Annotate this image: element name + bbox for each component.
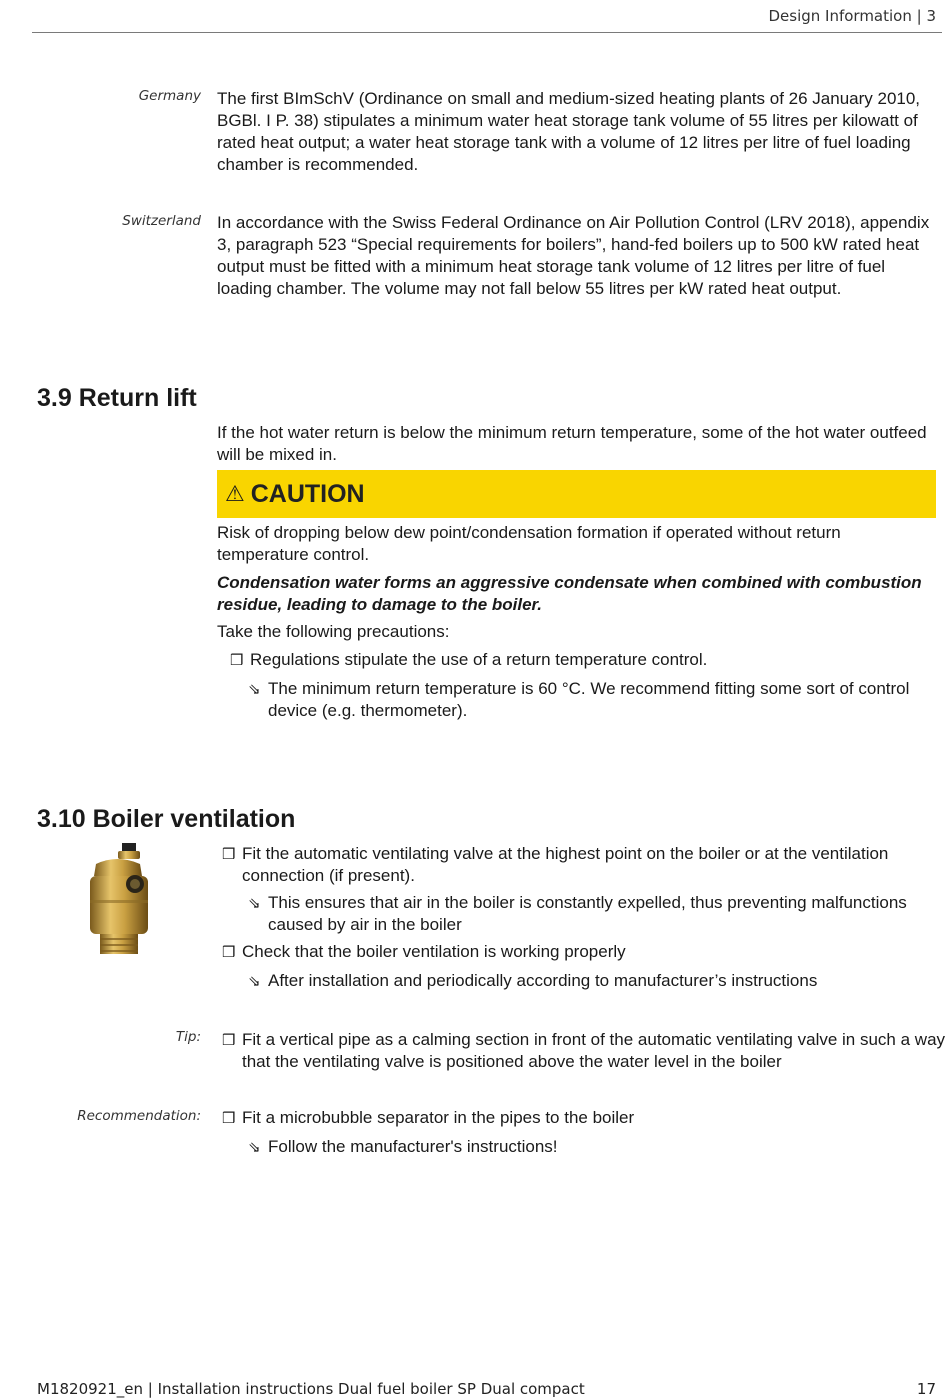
- list-item: [222, 843, 950, 887]
- result-arrow-icon: ⇘: [248, 680, 261, 698]
- result-text: The minimum return temperature is 60 °C. We recommend fitting some sort of control device (e.g. thermometer).: [268, 679, 910, 720]
- tip-label: Tip:: [175, 1029, 201, 1045]
- result-arrow-icon: ⇘: [248, 894, 261, 912]
- list-item: [248, 678, 948, 722]
- list-item: [248, 892, 948, 936]
- list-item: [230, 649, 950, 671]
- return-lift-intro: If the hot water return is below the minimum return temperature, some of the hot water outfeed will be mixed in.: [217, 423, 927, 464]
- germany-label: Germany: [138, 88, 201, 104]
- step-checkbox-icon: ❒: [222, 1031, 236, 1049]
- footer-document-info: M1820921_en | Installation instructions Dual fuel boiler SP Dual compact: [37, 1380, 585, 1398]
- step-checkbox-icon: ❒: [230, 651, 244, 669]
- switzerland-paragraph: In accordance with the Swiss Federal Ordinance on Air Pollution Control (LRV 2018), appendix 3, paragraph 523 “Special requirements for boilers”, hand-fed boilers up to 500 kW rated heat output must be fitted with a minimum heat storage tank volume of 12 litres per litre of fuel loading chamber. The volume may not fall below 55 litres per kW rated heat output.: [217, 213, 930, 298]
- caution-title: CAUTION: [250, 479, 365, 508]
- step-checkbox-icon: ❒: [222, 1109, 236, 1127]
- ventilating-valve-image: [84, 840, 150, 958]
- germany-paragraph: The first BImSchV (Ordinance on small and medium-sized heating plants of 26 January 2010, BGBl. I P. 38) stipulates a minimum water heat storage tank volume of 55 litres per kilowatt of rated heat output; a water heat storage tank with a volume of 12 litres per litre of fuel loading chamber is recommended.: [217, 89, 921, 174]
- result-text: Follow the manufacturer's instructions!: [268, 1137, 558, 1156]
- step-text: Regulations stipulate the use of a return temperature control.: [250, 650, 708, 669]
- section-title-return-lift: 3.9 Return lift: [37, 384, 197, 412]
- step-text: Fit the automatic ventilating valve at the highest point on the boiler or at the ventilation connection (if present).: [242, 844, 889, 885]
- list-item: [222, 1107, 950, 1129]
- page-number: 17: [916, 1380, 936, 1398]
- caution-consequence: Condensation water forms an aggressive condensate when combined with combustion residue, leading to damage to the boiler.: [217, 573, 922, 614]
- result-arrow-icon: ⇘: [248, 1138, 261, 1156]
- recommendation-label: Recommendation:: [77, 1108, 201, 1124]
- step-checkbox-icon: ❒: [222, 943, 236, 961]
- step-text: Fit a vertical pipe as a calming section in front of the automatic ventilating valve in such a way that the ventilating valve is positioned above the water level in the boiler: [242, 1030, 946, 1071]
- header-divider: [32, 32, 942, 33]
- caution-banner: [217, 470, 936, 518]
- list-item: [222, 1029, 950, 1073]
- section-title-boiler-ventilation: 3.10 Boiler ventilation: [37, 805, 296, 833]
- precautions-intro: Take the following precautions:: [217, 622, 450, 641]
- step-text: Fit a microbubble separator in the pipes to the boiler: [242, 1108, 635, 1127]
- warning-icon: ⚠: [225, 481, 245, 507]
- result-text: After installation and periodically according to manufacturer’s instructions: [268, 971, 818, 990]
- step-checkbox-icon: ❒: [222, 845, 236, 863]
- list-item: [248, 1136, 948, 1158]
- result-arrow-icon: ⇘: [248, 972, 261, 990]
- step-text: Check that the boiler ventilation is working properly: [242, 942, 626, 961]
- page-header: Design Information | 3: [768, 7, 936, 25]
- list-item: [222, 941, 950, 963]
- switzerland-label: Switzerland: [122, 213, 201, 229]
- result-text: This ensures that air in the boiler is constantly expelled, thus preventing malfunctions caused by air in the boiler: [268, 893, 907, 934]
- list-item: [248, 970, 948, 992]
- caution-risk: Risk of dropping below dew point/condensation formation if operated without return temperature control.: [217, 523, 841, 564]
